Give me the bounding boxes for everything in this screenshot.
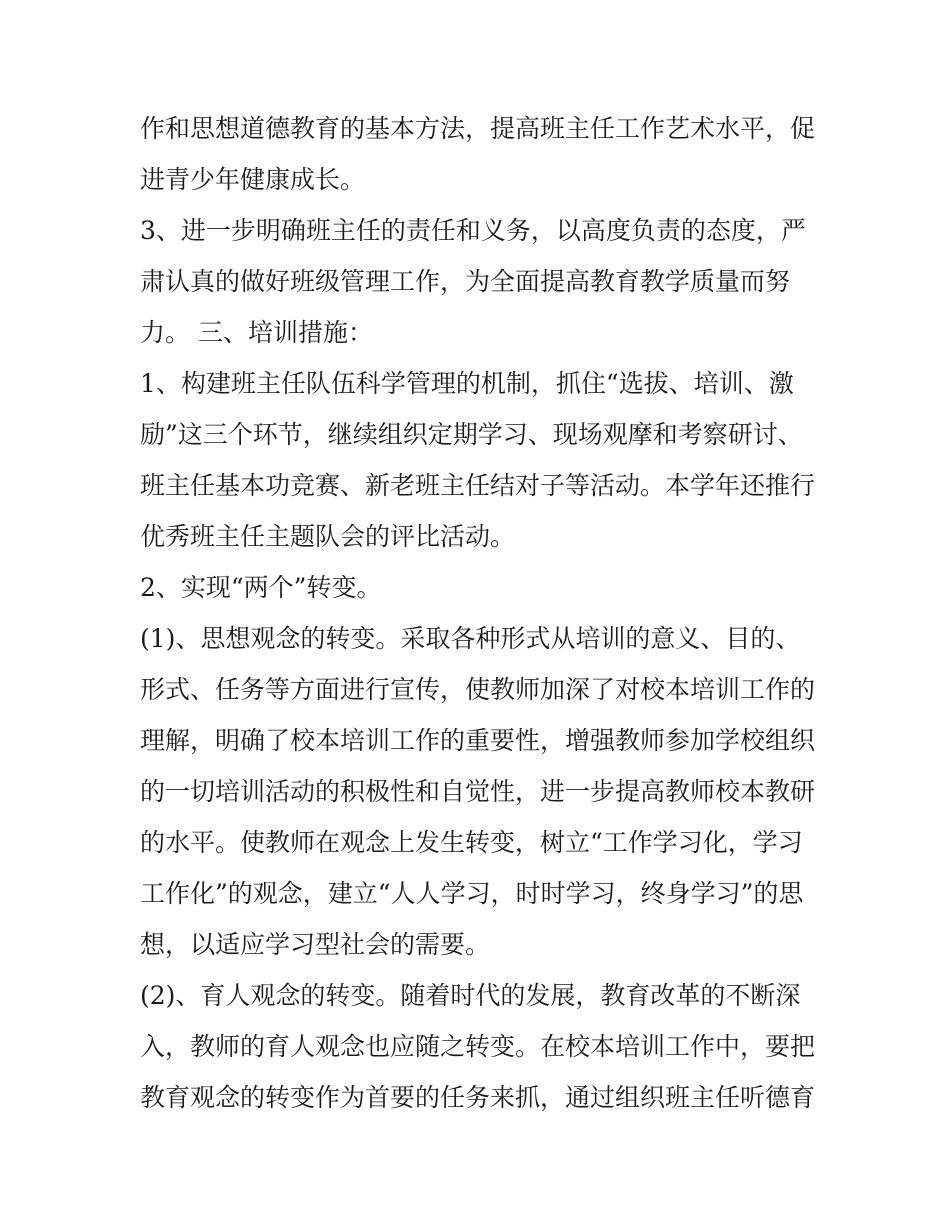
text-line: 工作化”的观念，建立“人人学习，时时学习，终身学习”的思 (140, 879, 804, 908)
text-line: 教育观念的转变作为首要的任务来抓，通过组织班主任听德育 (140, 1083, 816, 1112)
text-line: (2)、育人观念的转变。随着时代的发展，教育改革的不断深 (140, 981, 801, 1010)
text-line: 3、进一步明确班主任的责任和义务，以高度负责的态度，严 (140, 216, 806, 245)
text-line: 2、实现“两个”转变。 (140, 573, 382, 602)
text-line: 1、构建班主任队伍科学管理的机制，抓住“选拔、培训、激 (140, 369, 794, 398)
text-line: 入，教师的育人观念也应随之转变。在校本培训工作中，要把 (140, 1032, 816, 1061)
text-line: 班主任基本功竞赛、新老班主任结对子等活动。本学年还推行 (140, 471, 816, 500)
text-line: 想，以适应学习型社会的需要。 (140, 930, 491, 959)
text-line: 进青少年健康成长。 (140, 165, 366, 194)
text-line: 优秀班主任主题队会的评比活动。 (140, 522, 516, 551)
text-line: 形式、任务等方面进行宣传，使教师加深了对校本培训工作的 (140, 675, 816, 704)
text-line: 的一切培训活动的积极性和自觉性，进一步提高教师校本教研 (140, 777, 816, 806)
text-line: 理解，明确了校本培训工作的重要性，增强教师参加学校组织 (140, 726, 816, 755)
text-line: 励”这三个环节，继续组织定期学习、现场观摩和考察研讨、 (140, 420, 803, 449)
body-text (140, 103, 830, 1123)
text-line: 的水平。使教师在观念上发生转变，树立“工作学习化，学习 (140, 828, 803, 857)
text-line: 力。 三、培训措施： (140, 318, 373, 347)
text-line: 肃认真的做好班级管理工作，为全面提高教育教学质量而努 (140, 267, 791, 296)
text-line: (1)、思想观念的转变。采取各种形式从培训的意义、目的、 (140, 624, 801, 653)
text-line: 作和思想道德教育的基本方法，提高班主任工作艺术水平，促 (140, 114, 816, 143)
